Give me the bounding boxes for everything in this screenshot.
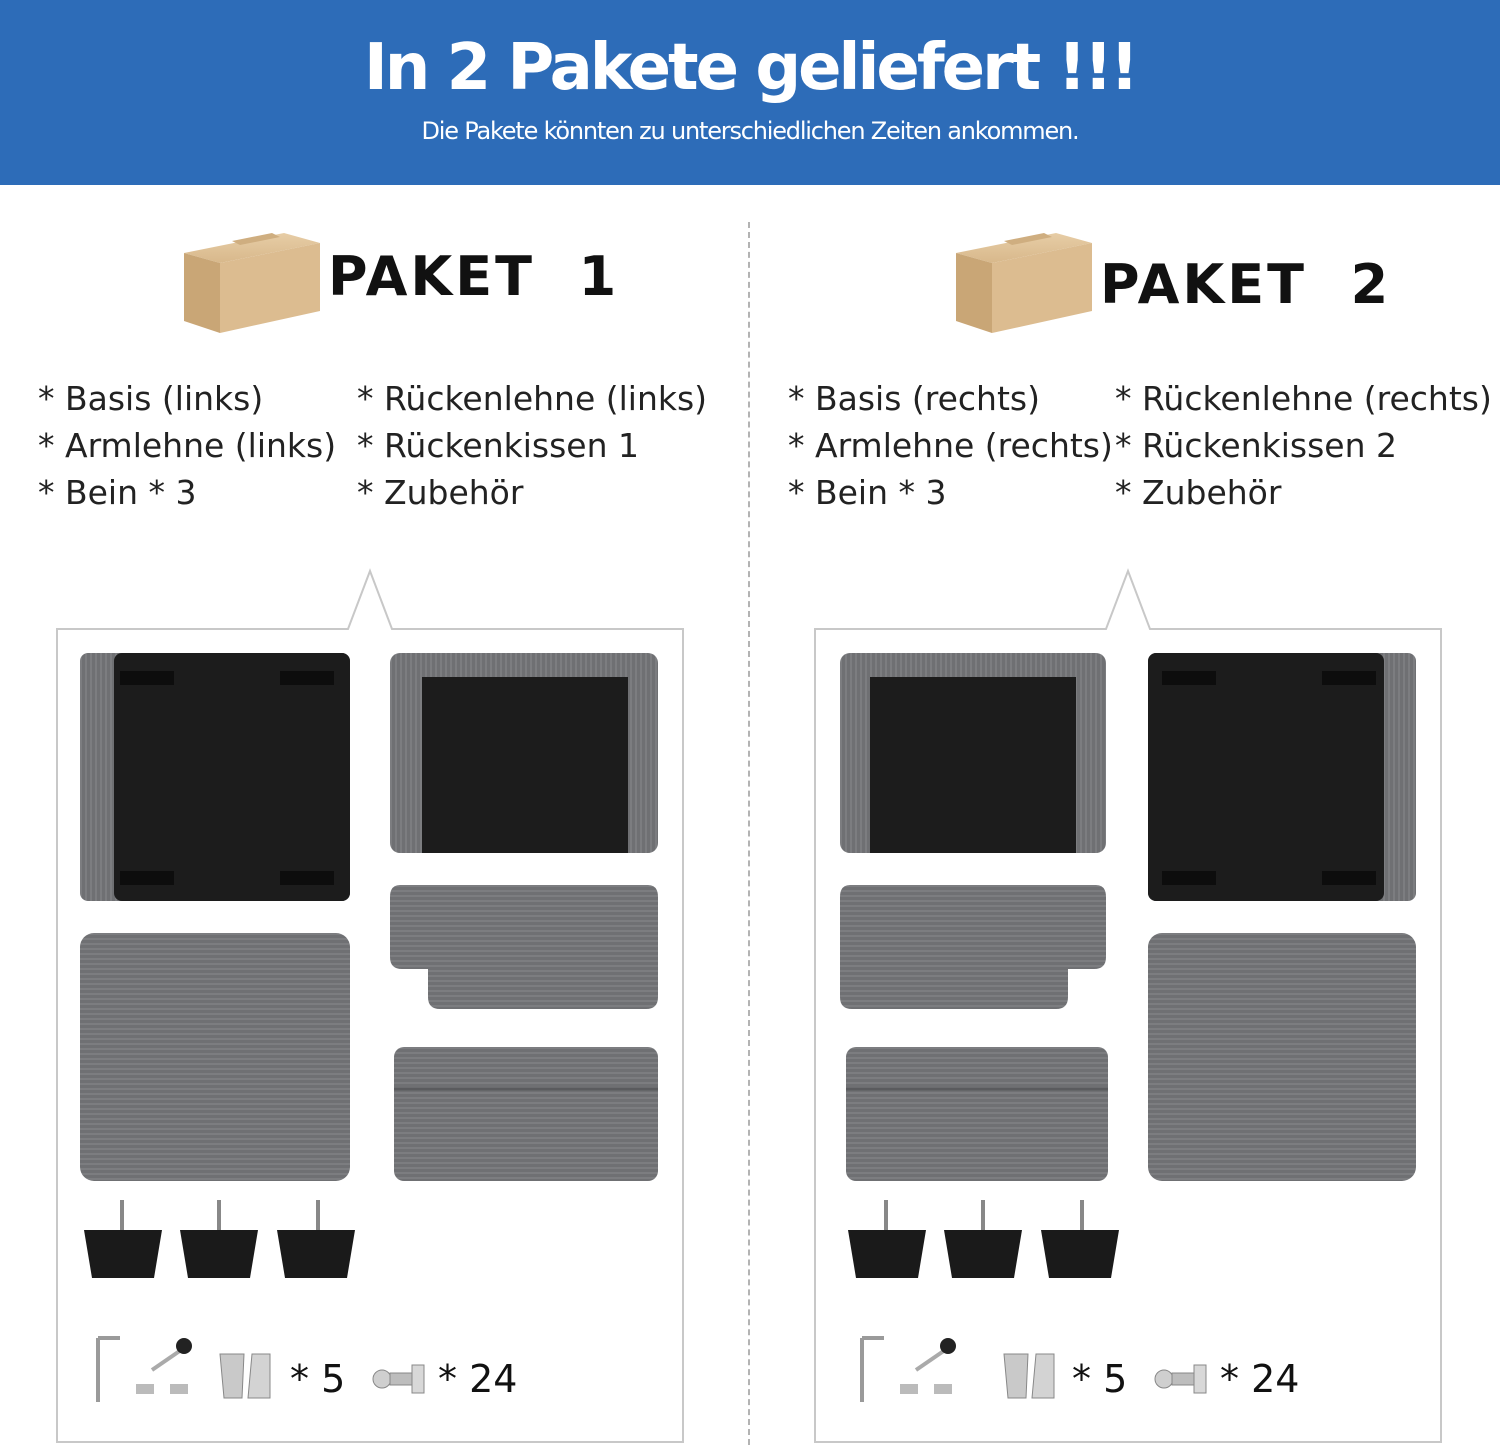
banner-title: In 2 Pakete geliefert !!! [363,31,1137,105]
leg-icon [84,1200,162,1278]
cardboard-box-icon [956,231,1092,333]
list-item: * Bein * 3 [788,473,947,512]
list-item: * Bein * 3 [38,473,197,512]
base-left-piece [80,653,350,903]
back-cushion-1-piece [394,1047,658,1183]
package-1-list-right [357,375,708,516]
leg-icon [1041,1200,1119,1278]
list-item: * Rückenlehne (links) [357,379,708,418]
legs-set [82,1200,362,1285]
allen-key-icon [862,1338,884,1402]
list-item: * Rückenkissen 1 [357,426,640,465]
bracket-count: * 5 [290,1357,346,1401]
screw-icon [1154,1357,1210,1397]
bracket-count: * 5 [1072,1357,1128,1401]
package-1-heading: PAKET 1 [328,245,620,308]
armrest-right-piece [840,653,1106,853]
list-item: * Armlehne (rechts) [788,426,1113,465]
legs-set [846,1200,1126,1285]
package-2-panel [750,185,1500,1445]
knob-bolt-icon [136,1338,192,1394]
list-item: * Rückenkissen 2 [1115,426,1398,465]
allen-key-icon [98,1338,120,1402]
list-item: * Basis (links) [38,379,264,418]
seat-cushion-piece [80,933,350,1183]
bracket-icon [1004,1354,1054,1398]
screw-count: * 24 [438,1357,518,1401]
leg-icon [277,1200,355,1278]
seat-cushion-piece [1148,933,1416,1183]
package-1-list-left [38,375,378,516]
package-2-list-left [788,375,1128,516]
list-item: * Armlehne (links) [38,426,337,465]
list-item: * Rückenlehne (rechts) [1115,379,1492,418]
leg-icon [848,1200,926,1278]
banner-subtitle: Die Pakete könnten zu unterschiedlichen Zeiten ankommen. [421,117,1079,145]
bracket-icon [220,1354,270,1398]
cardboard-box-icon [184,231,320,333]
back-cushion-2-piece [846,1047,1108,1183]
screw-icon [372,1357,428,1397]
base-right-piece [1148,653,1416,901]
leg-icon [944,1200,1022,1278]
package-2-list-right [1115,375,1492,516]
list-item: * Basis (rechts) [788,379,1040,418]
knob-bolt-icon [900,1338,956,1394]
package-1-panel [0,185,750,1445]
list-item: * Zubehör [357,473,524,512]
header-banner [0,0,1500,185]
armrest-left-piece [390,653,658,853]
backrest-right-piece [840,885,1106,1013]
list-item: * Zubehör [1115,473,1282,512]
leg-icon [180,1200,258,1278]
package-2-heading: PAKET 2 [1100,253,1392,316]
backrest-left-piece [390,885,658,1013]
screw-count: * 24 [1220,1357,1300,1401]
